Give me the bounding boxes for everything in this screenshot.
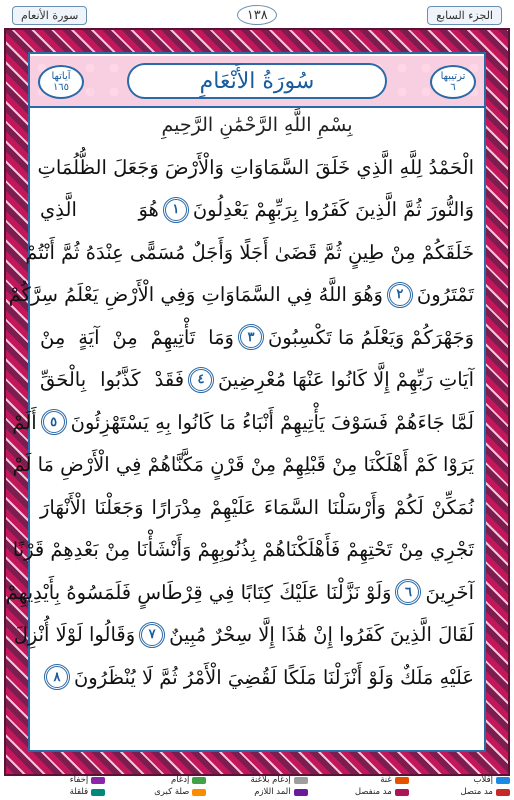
verse-text: أَلَمْ: [12, 410, 37, 434]
legend-label: مد منفصل: [354, 787, 392, 797]
ayah-number-marker: ٥: [41, 409, 67, 435]
legend-item: [4, 774, 105, 786]
ayah-number-marker: ١: [163, 197, 189, 223]
surah-order-badge: [430, 65, 476, 99]
verse-text: فَقَدْ كَذَّبُوا بِالْحَقِّ: [40, 368, 185, 392]
ayat-value: ١٦٥: [52, 82, 70, 93]
legend-swatch: [496, 777, 510, 784]
verse-text: وَالنُّورَ ثُمَّ الَّذِينَ كَفَرُوا بِرَبِّهِمْ يَعْدِلُونَ: [192, 198, 474, 222]
legend-item: [105, 786, 206, 798]
verse-text: الْحَمْدُ لِلَّهِ الَّذِي خَلَقَ السَّمَاوَاتِ وَالْأَرْضَ وَجَعَلَ الظُّلُمَاتِ: [37, 155, 474, 179]
ayah-number-marker: ٦: [395, 579, 421, 605]
tajweed-legend: [4, 774, 510, 798]
surah-label: سورة الأنعام: [12, 6, 87, 25]
verse-text: لَمَّا جَاءَهُمْ فَسَوْفَ يَأْتِيهِمْ أَنْبَاءُ مَا كَانُوا بِهِ يَسْتَهْزِئُونَ: [70, 410, 474, 434]
ayah-number-marker: ٣: [238, 324, 264, 350]
legend-swatch: [496, 789, 510, 796]
verse-line: [40, 316, 474, 359]
ayah-number-marker: ٨: [44, 664, 70, 690]
verse-line: [40, 656, 474, 699]
verse-text: وَجَهْرَكُمْ وَيَعْلَمُ مَا تَكْسِبُونَ: [267, 325, 474, 349]
page-content: [5, 52, 486, 752]
legend-label: إدغام بلاغنة: [250, 775, 291, 785]
legend-item: [206, 786, 307, 798]
verse-text: خَلَقَكُمْ مِنْ طِينٍ ثُمَّ قَضَىٰ أَجَلًا وَأَجَلٌ مُسَمًّى عِنْدَهُ ثُمَّ أَنْتُمْ: [25, 240, 474, 264]
verse-line: [12, 529, 474, 572]
legend-item: [409, 786, 510, 798]
verse-line: [40, 189, 474, 232]
legend-item: [4, 786, 105, 798]
legend-swatch: [294, 789, 308, 796]
legend-item: [308, 786, 409, 798]
legend-label: صلة كبرى: [154, 787, 190, 797]
legend-swatch: [91, 777, 105, 784]
verse-text: آخَرِينَ: [425, 580, 474, 604]
verse-text: تَمْتَرُونَ: [416, 283, 474, 307]
legend-swatch: [91, 789, 105, 796]
legend-swatch: [192, 777, 206, 784]
page-number: ١٣٨: [237, 5, 277, 25]
legend-label: قلقلة: [69, 787, 89, 797]
verse-text: نُمَكِّنْ لَكُمْ وَأَرْسَلْنَا السَّمَاءَ عَلَيْهِمْ مِدْرَارًا وَجَعَلْنَا الْأَنْهَارَ: [40, 495, 474, 519]
verse-line: [13, 614, 474, 657]
legend-swatch: [294, 777, 308, 784]
order-label: ترتيبها: [440, 71, 466, 82]
verse-text: وَمَا تَأْتِيهِمْ مِنْ آيَةٍ مِنْ: [40, 325, 234, 349]
verse-text: يَرَوْا كَمْ أَهْلَكْنَا مِنْ قَبْلِهِمْ مِنْ قَرْنٍ مَكَّنَّاهُمْ فِي الْأَرْضِ مَا لَمْ: [12, 453, 474, 477]
verse-text: وَهُوَ اللَّهُ فِي السَّمَاوَاتِ وَفِي الْأَرْضِ يَعْلَمُ سِرَّكُمْ: [8, 283, 383, 307]
verse-line: [25, 231, 474, 274]
verses-text: [5, 146, 474, 746]
legend-label: مد متصل: [460, 787, 493, 797]
verse-line: [40, 359, 474, 402]
verse-line: [12, 401, 474, 444]
legend-label: المد اللازم: [254, 787, 291, 797]
legend-item: [105, 774, 206, 786]
legend-item: [308, 774, 409, 786]
verse-text: عَلَيْهِ مَلَكٌ وَلَوْ أَنْزَلْنَا مَلَكًا لَقُضِيَ الْأَمْرُ ثُمَّ لَا يُنْظَرُونَ: [73, 665, 474, 689]
ayat-count-badge: [38, 65, 84, 99]
legend-label: إدغام: [170, 775, 190, 785]
legend-swatch: [395, 789, 409, 796]
verse-text: وَقَالُوا لَوْلَا أُنْزِلَ: [13, 623, 136, 647]
ayah-number-marker: ٢: [387, 282, 413, 308]
verse-line: [40, 486, 474, 529]
basmala: بِسْمِ اللَّهِ الرَّحْمَٰنِ الرَّحِيمِ: [161, 114, 353, 136]
legend-swatch: [395, 777, 409, 784]
legend-item: [206, 774, 307, 786]
legend-label: إخفاء: [69, 775, 89, 785]
legend-label: إقلاب: [473, 775, 493, 785]
legend-label: غنة: [380, 775, 392, 785]
verse-line: [12, 444, 474, 487]
legend-item: [409, 774, 510, 786]
verse-text: تَجْرِي مِنْ تَحْتِهِمْ فَأَهْلَكْنَاهُمْ بِذُنُوبِهِمْ وَأَنْشَأْنَا مِنْ بَعْدِهِمْ قَرْنًا: [12, 538, 474, 562]
ayah-number-marker: ٧: [139, 622, 165, 648]
verse-text: لَقَالَ الَّذِينَ كَفَرُوا إِنْ هَٰذَا إِلَّا سِحْرٌ مُبِينٌ: [169, 623, 474, 647]
ayah-number-marker: ٤: [188, 367, 214, 393]
verse-text: وَلَوْ نَزَّلْنَا عَلَيْكَ كِتَابًا فِي قِرْطَاسٍ فَلَمَسُوهُ بِأَيْدِيهِمْ: [5, 580, 392, 604]
verse-line: [8, 274, 474, 317]
verse-line: [37, 146, 474, 189]
order-value: ٦: [450, 82, 456, 93]
juz-label: الجزء السابع: [427, 6, 502, 25]
verse-line: [5, 571, 474, 614]
ornate-border: [4, 28, 510, 776]
legend-swatch: [192, 789, 206, 796]
verse-text: آيَاتِ رَبِّهِمْ إِلَّا كَانُوا عَنْهَا مُعْرِضِينَ: [218, 368, 474, 392]
page-header: [6, 2, 508, 28]
surah-title: سُورَةُ الأَنْعَامِ: [127, 63, 387, 99]
surah-banner: [30, 56, 484, 108]
ayat-label: آياتها: [51, 71, 71, 82]
verse-text: هُوَ الَّذِي: [40, 198, 159, 222]
